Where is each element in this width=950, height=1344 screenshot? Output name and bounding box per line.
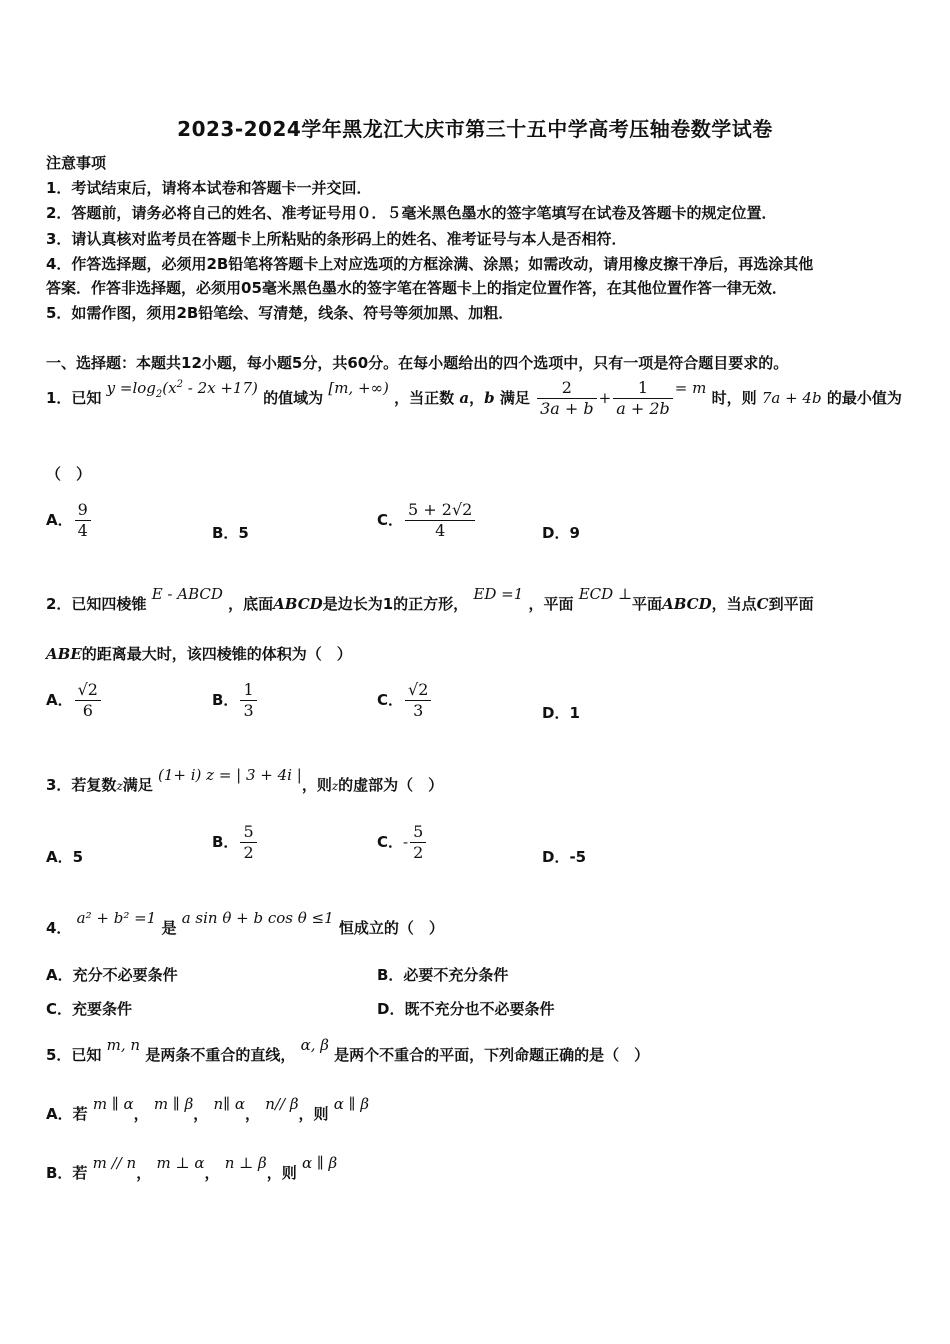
question-2-stem-cont: ABE的距离最大时，该四棱锥的体积为（ ） [46,645,352,663]
q1-option-b[interactable]: B．5 [212,524,249,542]
q2-option-c[interactable]: C． $\frac{√2}{3}$ [377,680,433,721]
q2-option-b[interactable]: B． $\frac{1}{3}$ [212,680,259,721]
notice-item-2: 2．答题前，请务必将自己的姓名、准考证号用０．５毫米黑色墨水的签字笔填写在试卷及答题卡的规定位置． [46,204,777,222]
page-title: 2023-2024学年黑龙江大庆市第三十五中学高考压轴卷数学试卷 [177,117,773,141]
q2-option-a[interactable]: A． $\frac{√2}{6}$ [46,680,103,721]
q2-option-d[interactable]: D．1 [542,704,580,722]
q1-paren: （ ） [46,465,92,483]
q5-option-a[interactable]: A．若 m ∥ α， m ∥ β， n∥ α， n// β，则 α ∥ β [46,1095,370,1123]
question-1-stem: 1．已知 $y =\log_2(x^2 - 2x +17)$ 的值域为 [m, +∞) ，当正数 a，b 满足 $\frac{2}{3a + b}$ + $\frac{1}{a + 2b}$ = m 时，则 7a + 4b 的最小值为 [46,378,902,418]
q4-option-d[interactable]: D．既不充分也不必要条件 [377,1000,555,1018]
q3-option-b[interactable]: B． $\frac{5}{2}$ [212,822,259,863]
question-2-stem: 2．已知四棱锥 E - ABCD ，底面ABCD是边长为1的正方形， ED =1 ，平面 ECD ⊥平面ABCD，当点C到平面 [46,585,814,613]
q1-option-c[interactable]: C． $\frac{5 + 2√2}{4}$ [377,500,477,541]
question-4-stem: 4． a² + b² =1 是 a sin θ + b cos θ ≤1 恒成立的（ ） [46,909,444,937]
q5-option-b[interactable]: B．若 m // n， m ⊥ α， n ⊥ β，则 α ∥ β [46,1154,338,1182]
q4-option-c[interactable]: C．充要条件 [46,1000,133,1018]
notice-item-4: 4．作答选择题，必须用2B铅笔将答题卡上对应选项的方框涂满、涂黑；如需改动，请用橡皮擦干净后，再选涂其他 [46,255,814,273]
q3-option-a[interactable]: A．5 [46,848,84,866]
section-heading: 一、选择题：本题共12小题，每小题5分，共60分。在每小题给出的四个选项中，只有一项是符合题目要求的。 [46,354,789,372]
q4-option-a[interactable]: A．充分不必要条件 [46,966,178,984]
notice-item-1: 1．考试结束后，请将本试卷和答题卡一并交回． [46,179,372,197]
notice-item-5: 5．如需作图，须用2B铅笔绘、写清楚，线条、符号等须加黑、加粗． [46,304,514,322]
q1-option-d[interactable]: D．9 [542,524,580,542]
q3-option-d[interactable]: D．-5 [542,848,587,866]
notice-heading: 注意事项 [46,154,107,172]
q4-option-b[interactable]: B．必要不充分条件 [377,966,509,984]
question-3-stem: 3．若复数z满足 (1+ i) z = | 3 + 4i |，则z的虚部为（ ） [46,766,444,794]
q1-range: [m, +∞) [328,379,389,397]
q1-option-a[interactable]: A． $\frac{9}{4}$ [46,500,93,541]
q1-fraction-2: $\frac{1}{a + 2b}$ [613,378,673,419]
notice-item-4-cont: 答案．作答非选择题，必须用05毫米黑色墨水的签字笔在答题卡上的指定位置作答，在其他位置作答一律无效． [46,279,787,297]
q1-fraction-1: $\frac{2}{3a + b}$ [537,378,597,419]
notice-item-3: 3．请认真核对监考员在答题卡上所粘贴的条形码上的姓名、准考证号与本人是否相符． [46,230,627,248]
question-5-stem: 5．已知 m, n 是两条不重合的直线， α, β 是两个不重合的平面，下列命题正确的是（ ） [46,1036,650,1064]
q3-option-c[interactable]: C．- $\frac{5}{2}$ [377,822,428,863]
q1-function: $y =\log_2(x^2 - 2x +17)$ [106,379,258,400]
